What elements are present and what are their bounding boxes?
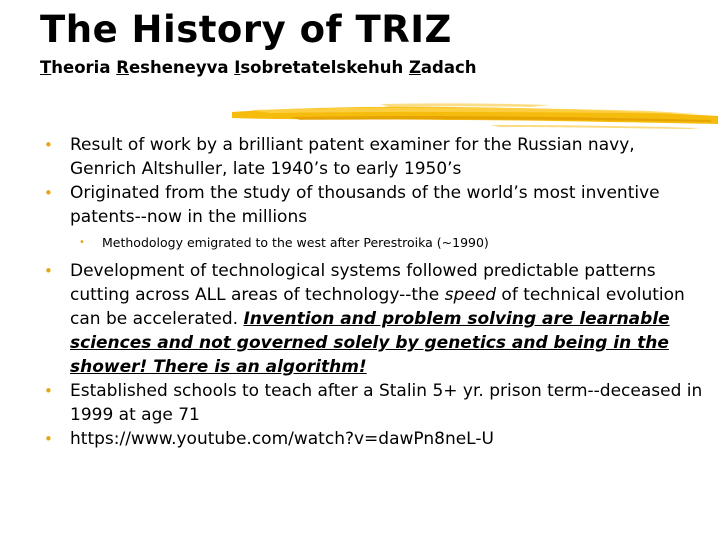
bullet-dot: • [44,262,53,280]
bullet-dot: • [44,382,53,400]
subtitle-word-1: heoria [51,58,117,77]
bullet-italic-speed: speed [444,285,497,305]
sub-bullet-item [44,234,704,252]
bullet-item-4 [44,259,704,379]
bullet-text-part1: Development of technological systems followed predictable patterns cutting across ALL areas of technology--the [70,261,656,305]
slide-title: The History of TRIZ [40,8,452,51]
sub-bullet-text: Methodology emigrated to the west after Perestroika (~1990) [102,235,489,250]
bullet-emphasis: Invention and problem solving are learnable sciences and not governed solely by genetics and being in the shower! There is an algorithm! [70,309,670,377]
bullet-dot: • [44,430,53,448]
subtitle-word-3: sobretatelskehuh [240,58,409,77]
bullet-item-6 [44,427,704,451]
subtitle-initial-t: T [40,58,52,77]
subtitle-initial-r: R [116,58,129,77]
subtitle-initial-z: Z [408,58,421,77]
bullet-text-part2: of technical evolution can be accelerated. [70,285,685,329]
bullet-list [44,133,704,451]
slide-subtitle [40,58,477,77]
bullet-item-5 [44,379,704,427]
bullet-dot: • [44,184,53,202]
bullet-text: Result of work by a brilliant patent examiner for the Russian navy, Genrich Altshuller, late 1940’s to early 1950’s [70,135,635,179]
bullet-text: Originated from the study of thousands of the world’s most inventive patents--now in the millions [70,183,660,227]
brush-stroke-divider [230,98,720,134]
bullet-text: Established schools to teach after a Stalin 5+ yr. prison term--deceased in 1999 at age 71 [70,381,703,425]
bullet-item-2 [44,181,704,229]
subtitle-word-4: adach [420,58,477,77]
subtitle-word-2: esheneyva [128,58,235,77]
sub-bullet-dot: • [79,237,85,248]
youtube-link[interactable]: https://www.youtube.com/watch?v=dawPn8neL-U [70,429,494,449]
bullet-item-1 [44,133,704,181]
subtitle-initial-i: I [234,58,241,77]
bullet-dot: • [44,136,53,154]
